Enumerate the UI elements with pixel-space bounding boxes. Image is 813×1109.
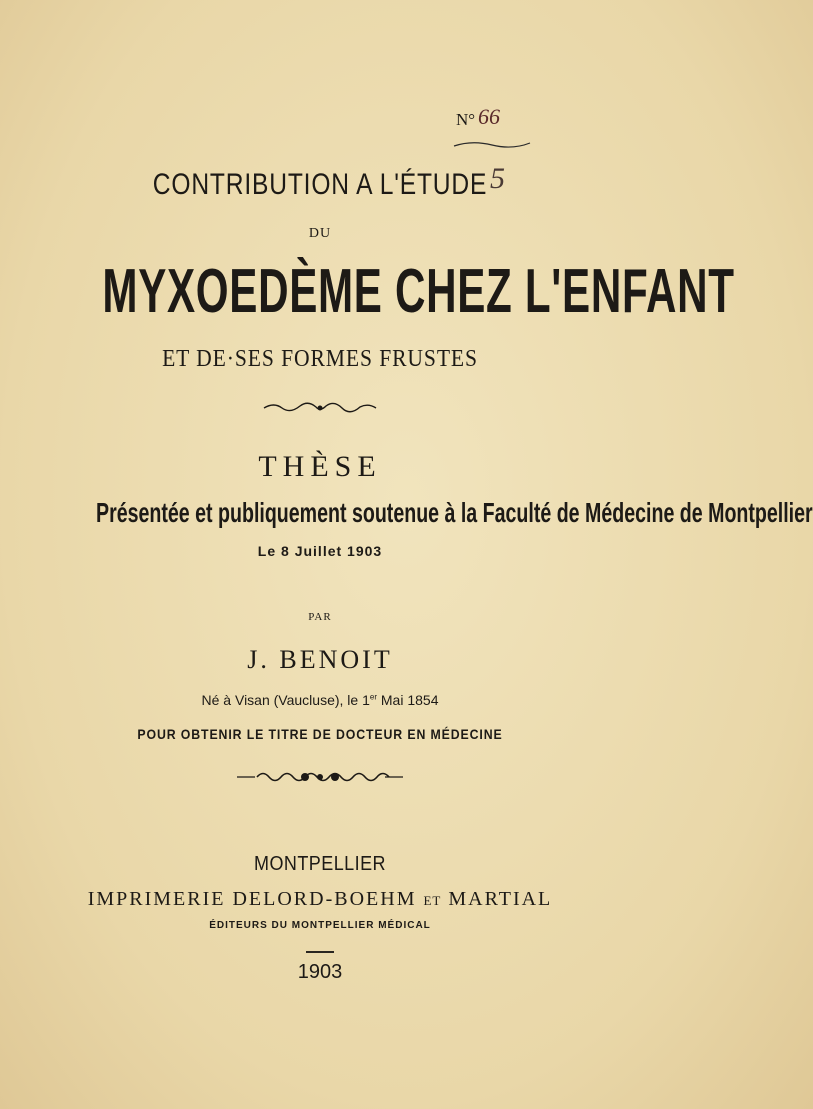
- printer-name-a: IMPRIMERIE DELORD-BOEHM: [87, 888, 417, 910]
- presented-statement: Présentée et publiquement soutenue à la Faculté de Médecine de Montpellier: [96, 497, 813, 528]
- handwritten-number: 66: [478, 104, 500, 129]
- defense-date: Le 8 Juillet 1903: [257, 543, 383, 559]
- birth-sup: er: [369, 692, 377, 702]
- ornament-divider-top: [260, 398, 380, 416]
- printer-name-b: MARTIAL: [448, 888, 553, 910]
- birth-prefix: Né à Visan (Vaucluse), le 1: [201, 692, 370, 708]
- title-line-1: CONTRIBUTION A L'ÉTUDE: [152, 168, 488, 201]
- by-label: PAR: [308, 611, 332, 623]
- handwritten-mark: 5: [490, 162, 505, 195]
- handwritten-underline: [452, 138, 532, 152]
- birth-suffix: Mai 1854: [377, 692, 439, 708]
- degree-purpose: POUR OBTENIR LE TITRE DE DOCTEUR EN MÉDECINE: [137, 726, 503, 742]
- birth-info: [0, 692, 640, 708]
- main-title: MYXOEDÈME CHEZ L'ENFANT: [102, 257, 735, 326]
- printer-line: [0, 888, 640, 911]
- short-rule: [306, 951, 334, 953]
- title-du: DU: [308, 226, 332, 241]
- author-name: J. BENOIT: [247, 645, 393, 674]
- ornament-divider-bottom: [235, 766, 405, 788]
- title-line-3: ET DE·SES FORMES FRUSTES: [162, 346, 478, 372]
- publication-year: 1903: [297, 961, 343, 983]
- publisher-city: MONTPELLIER: [254, 853, 386, 875]
- printer-et: ET: [423, 893, 442, 908]
- number-label: N°: [456, 110, 476, 129]
- these-heading: THÈSE: [258, 450, 382, 483]
- publisher-note: ÉDITEURS DU MONTPELLIER MÉDICAL: [209, 920, 431, 931]
